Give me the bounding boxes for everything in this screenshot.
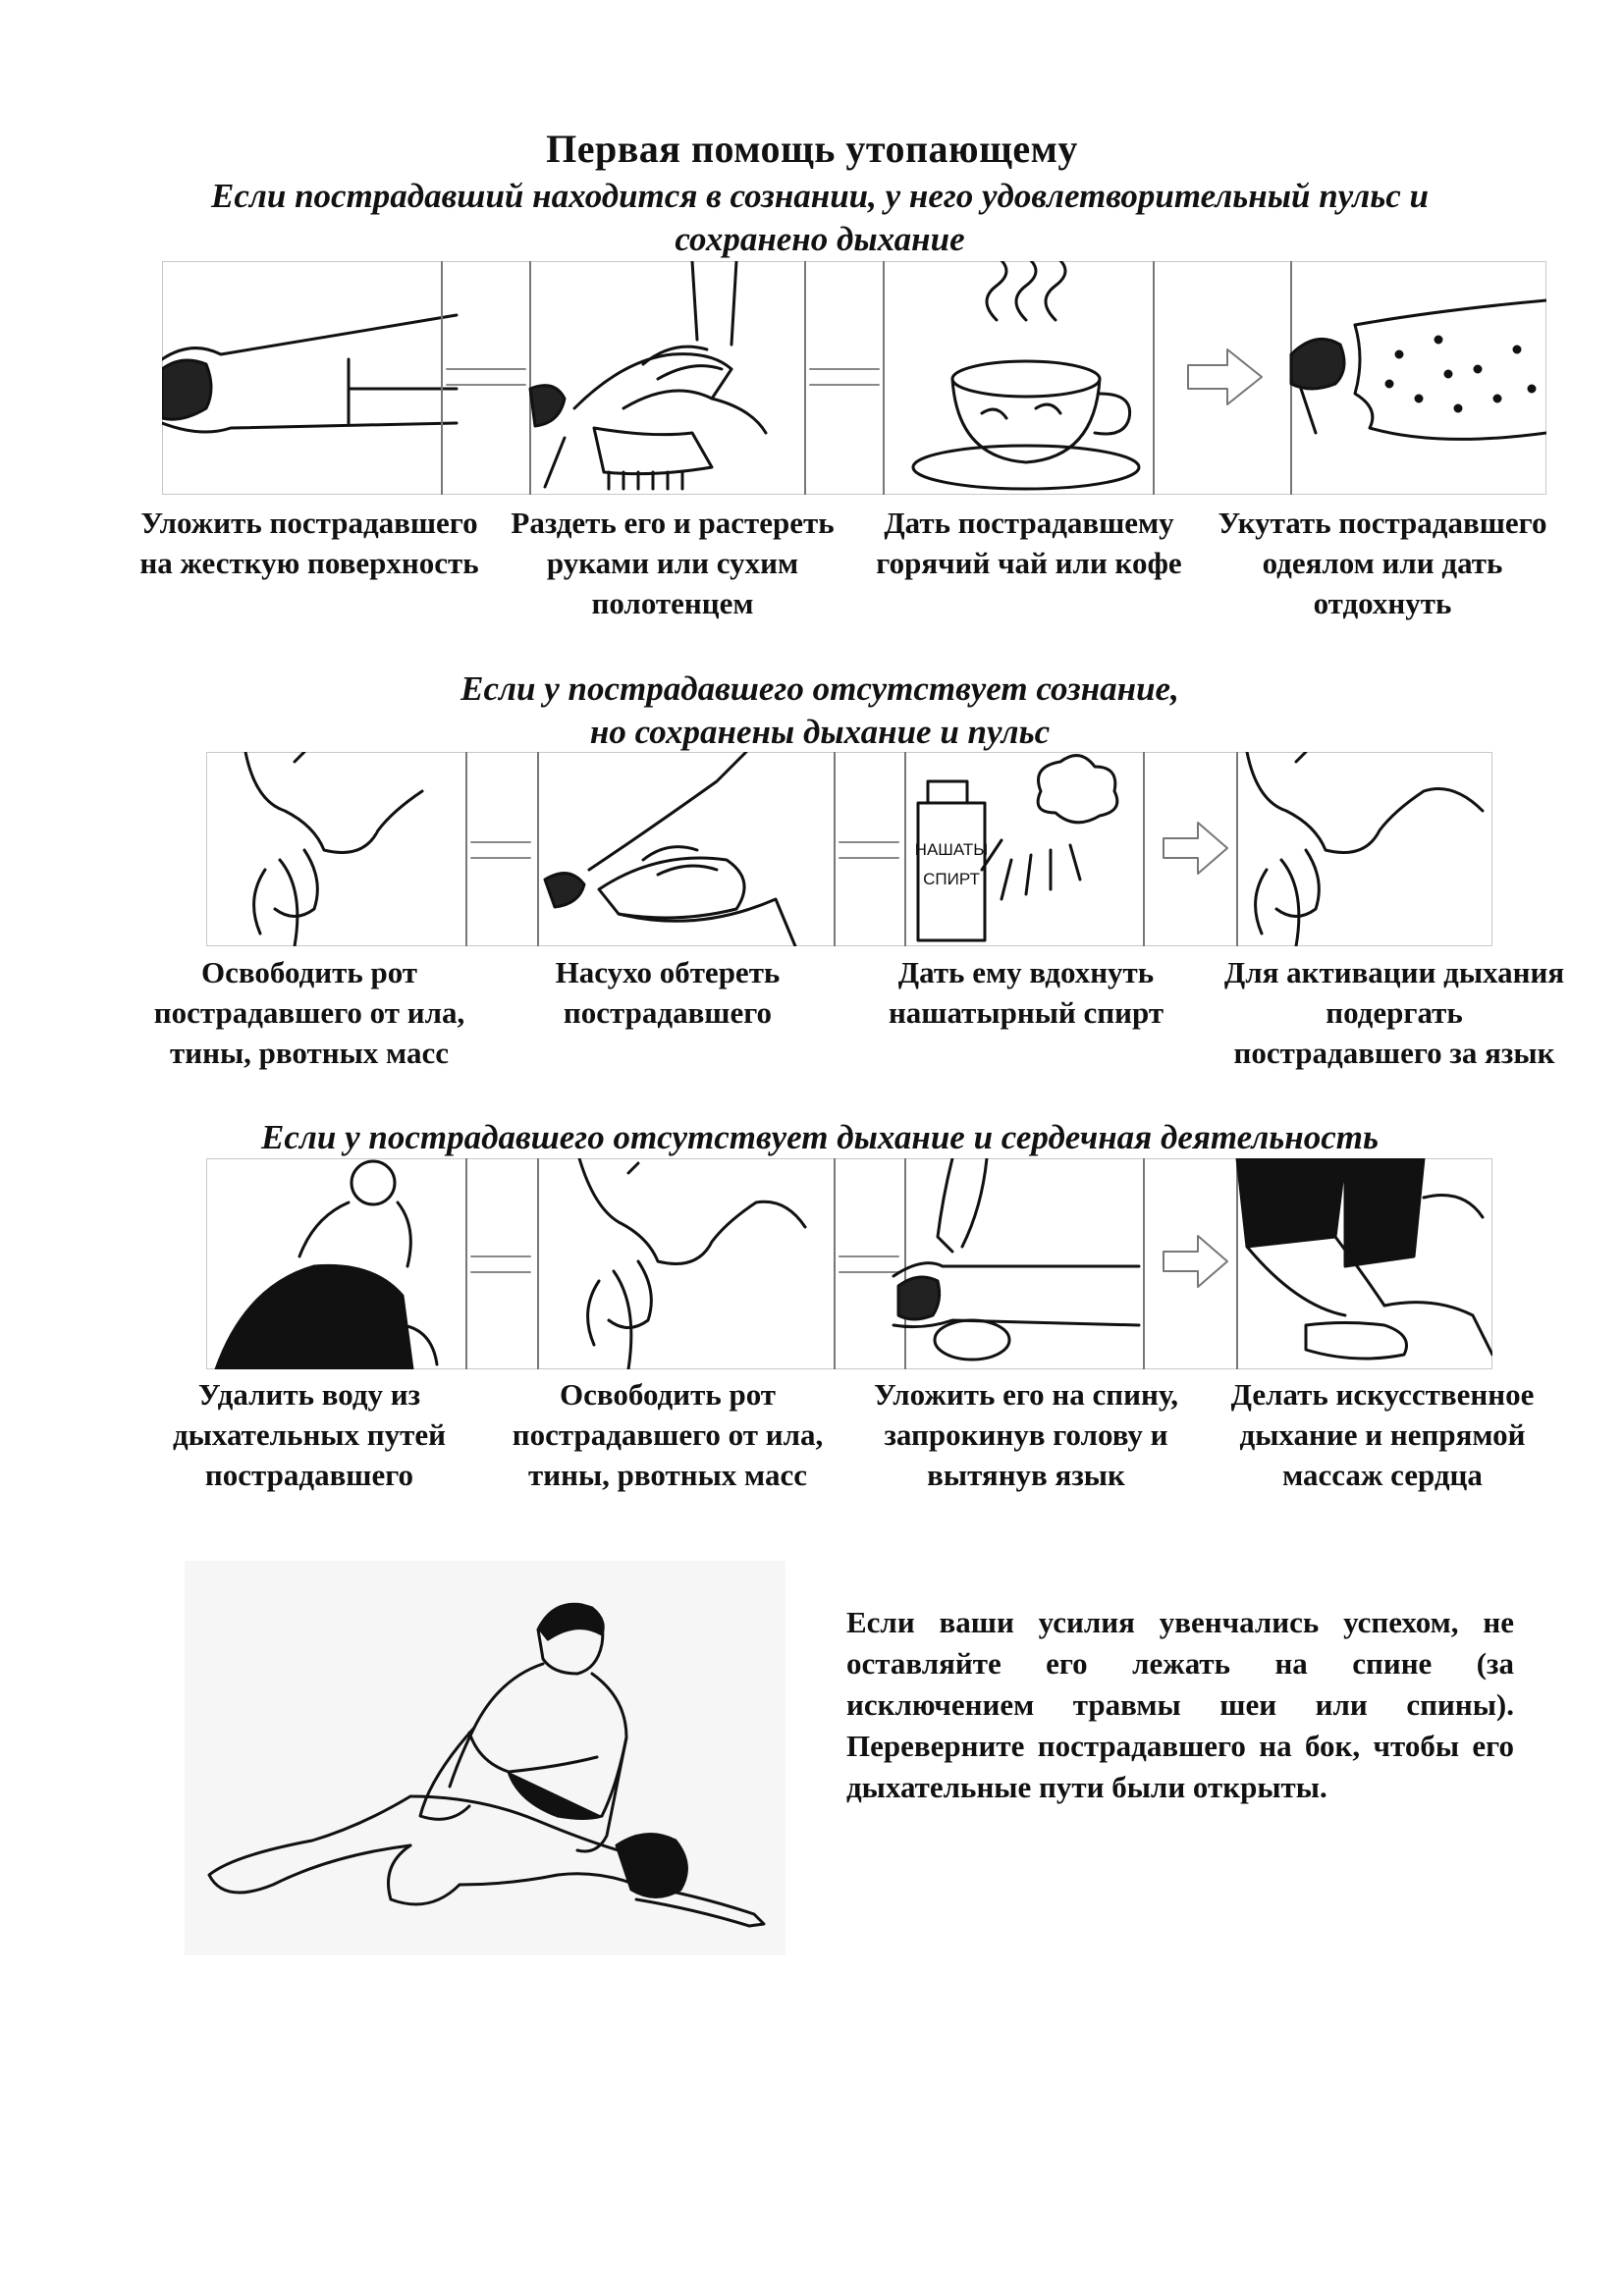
recovery-instruction-text: Если ваши усилия увенчались успехом, не оставляйте его лежать на спине (за исключением травмы шеи или спины). Переверните пострадавшего на бок, чтобы его дыхательные пути были открыты. <box>846 1605 1514 1804</box>
towel-wipe-icon <box>545 752 795 946</box>
blanket-icon <box>1291 300 1546 439</box>
cpr-icon <box>1237 1158 1492 1359</box>
page-title: Первая помощь утопающему <box>546 127 1078 171</box>
clear-mouth-icon <box>579 1158 805 1369</box>
bottle-label-line-1: НАШАТЫ <box>914 840 989 859</box>
ammonia-bottle-icon <box>915 756 1117 940</box>
section-3-heading-line-1: Если у пострадавшего отсутствует дыхание и сердечная деятельность <box>261 1118 1379 1156</box>
person-lying-icon <box>162 315 457 432</box>
section-1-illustration-strip <box>162 261 1546 495</box>
head-tilt-icon <box>893 1158 1139 1360</box>
step-1-4-caption: Укутать пострадавшего одеялом или дать отдохнуть <box>1218 506 1547 620</box>
section-1-heading-line-2: сохранено дыхание <box>675 220 965 258</box>
step-2-3-caption: Дать ему вдохнуть нашатырный спирт <box>888 955 1164 1030</box>
hot-cup-icon <box>913 261 1139 489</box>
step-2-2-caption: Насухо обтереть пострадавшего <box>555 955 781 1030</box>
section-2-heading <box>137 667 1502 754</box>
step-1-3-caption: Дать пострадавшему горячий чай или кофе <box>876 506 1182 580</box>
step-3-4-caption: Делать искусственное дыхание и непрямой массаж сердца <box>1230 1377 1535 1492</box>
pull-tongue-icon <box>1247 752 1483 946</box>
drain-water-icon <box>216 1161 437 1369</box>
section-3-illustration-strip <box>206 1158 1492 1369</box>
section-3-heading <box>137 1116 1502 1159</box>
bottle-label-line-2: СПИРТ <box>923 870 980 888</box>
section-1-heading <box>137 175 1502 261</box>
step-3-1-caption: Удалить воду из дыхательных путей пострадавшего <box>173 1377 446 1492</box>
section-2-heading-line-1: Если у пострадавшего отсутствует сознание, <box>460 669 1179 708</box>
step-1-2-caption: Раздеть его и растереть руками или сухим полотенцем <box>511 506 835 620</box>
section-2-heading-line-2: но сохранены дыхание и пульс <box>589 713 1051 751</box>
clear-mouth-icon <box>245 752 422 946</box>
step-3-2-caption: Освободить рот пострадавшего от ила, тины, рвотных масс <box>512 1377 824 1492</box>
step-3-3-caption: Уложить его на спину, запрокинув голову и вытянув язык <box>874 1377 1178 1492</box>
hands-rubbing-icon <box>530 261 766 489</box>
section-2-illustration-strip <box>206 752 1492 946</box>
step-2-4-caption: Для активации дыхания подергать пострадавшего за язык <box>1223 955 1565 1070</box>
recovery-position-illustration <box>185 1561 785 1960</box>
section-1-heading-line-1: Если пострадавший находится в сознании, у него удовлетворительный пульс и <box>211 177 1429 215</box>
step-2-1-caption: Освободить рот пострадавшего от ила, тины, рвотных масс <box>153 955 465 1070</box>
step-1-1-caption: Уложить пострадавшего на жесткую поверхность <box>139 506 479 580</box>
